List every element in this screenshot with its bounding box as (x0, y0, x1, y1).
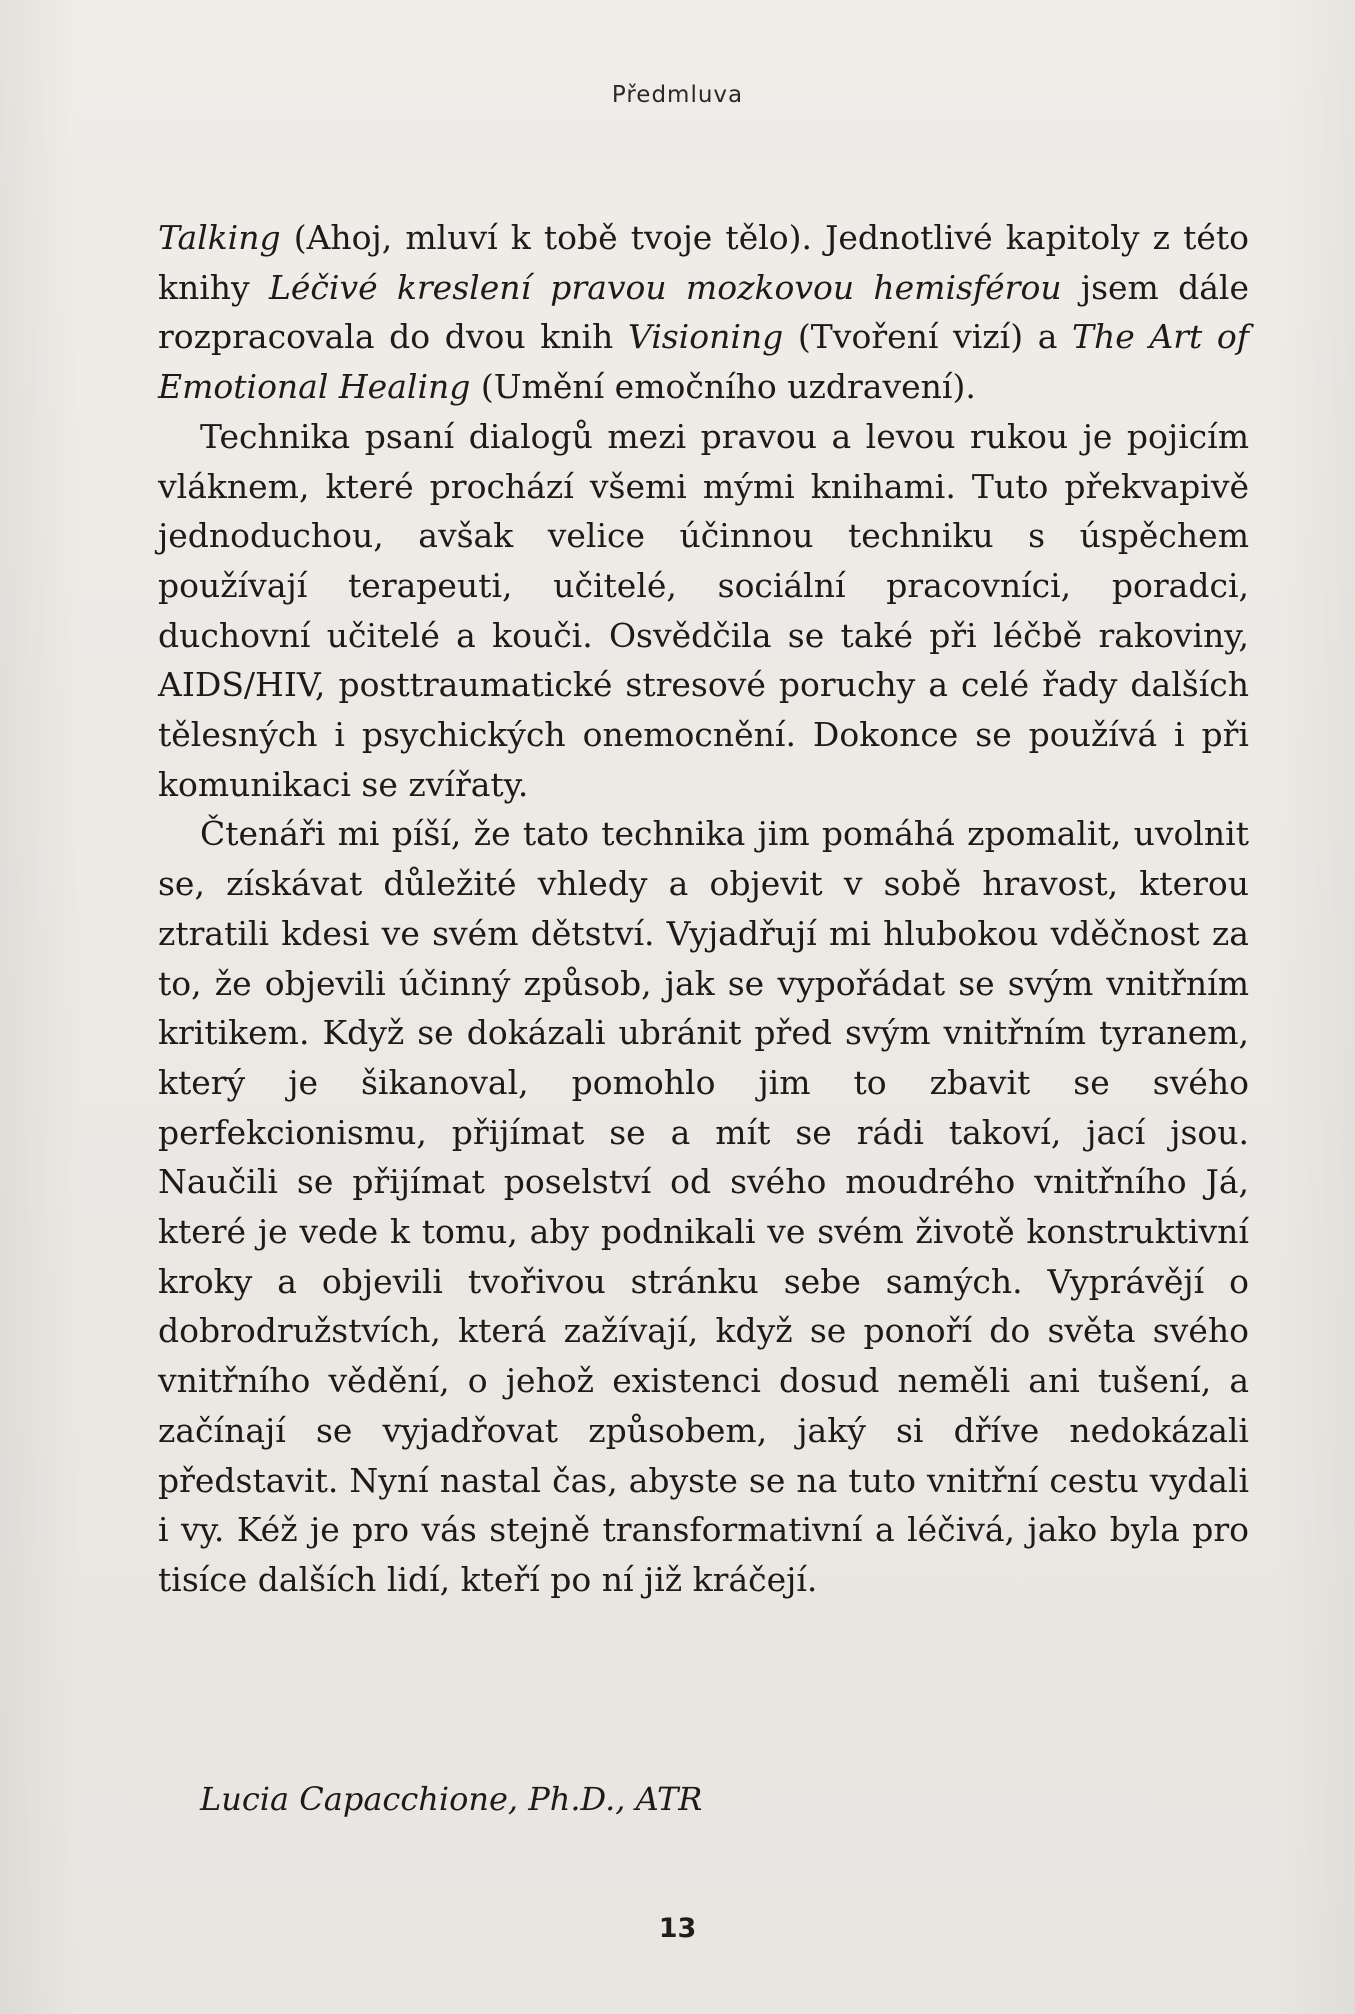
paragraph-text: jsem dále rozpracovala do dvou knih (158, 267, 1249, 357)
book-title-art-of-emotional-healing: The Art of Emotional Healing (158, 317, 1249, 407)
paragraph-text: (Umění emočního uzdravení). (470, 367, 976, 407)
paragraph-text: (Tvoření vizí) a (783, 317, 1072, 357)
paragraph-continued (158, 213, 1249, 412)
author-signature: Lucia Capacchione, Ph.D., ATR (200, 1780, 703, 1818)
page-number: 13 (658, 1913, 697, 1944)
body-text (158, 213, 1249, 1605)
paragraph: Technika psaní dialogů mezi pravou a levou rukou je pojicím vláknem, které prochází všemi mými knihami. Tuto překvapivě jednoduchou, avšak velice účinnou techniku s úspěchem používají terapeuti, učitelé, sociální pracovníci, poradci, duchovní učitelé a kouči. Osvědčila se také při léčbě rakoviny, AIDS/HIV, posttraumatické stresové poruchy a celé řady dalších tělesných i psychických onemocnění. Dokonce se používá i při komunikaci se zvířaty. (158, 416, 1249, 804)
book-title-talking: Talking (158, 218, 281, 257)
paragraph: Čtenáři mi píší, že tato technika jim pomáhá zpomalit, uvolnit se, získávat důležité vhledy a objevit v sobě hravost, kterou ztratili kdesi ve svém dětství. Vyjadřují mi hlubokou vděčnost za to, že objevili účinný způsob, jak se vypořádat se svým vnitřním kritikem. Když se dokázali ubránit před svým vnitřním tyranem, který je šikanoval, pomohlo jim to zbavit se svého perfekcionismu, přijímat se a mít se rádi takoví, jací jsou. Naučili se přijímat poselství od svého moudrého vnitřního Já, které je vede k tomu, aby podnikali ve svém životě konstruktivní kroky a objevili tvořivou stránku sebe samých. Vyprávějí o dobrodružstvích, která zažívají, když se ponoří do světa svého vnitřního vědění, o jehož existenci dosud neměli ani tušení, a začínají se vyjadřovat způsobem, jaký si dříve nedokázali představit. Nyní nastal čas, abyste se na tuto vnitřní cestu vydali i vy. Kéž je pro vás stejně transformativní a léčivá, jako byla pro tisíce dalších lidí, kteří po ní již kráčejí. (158, 814, 1249, 1599)
book-title-visioning: Visioning (627, 317, 784, 357)
book-title-lecive-kresleni: Léčivé kreslení pravou mozkovou hemisférou (268, 267, 1062, 307)
running-head: Předmluva (611, 82, 744, 108)
paragraph-text: (Ahoj, mluví k tobě tvoje tělo). Jednotlivé kapitoly z této knihy (158, 218, 1249, 307)
